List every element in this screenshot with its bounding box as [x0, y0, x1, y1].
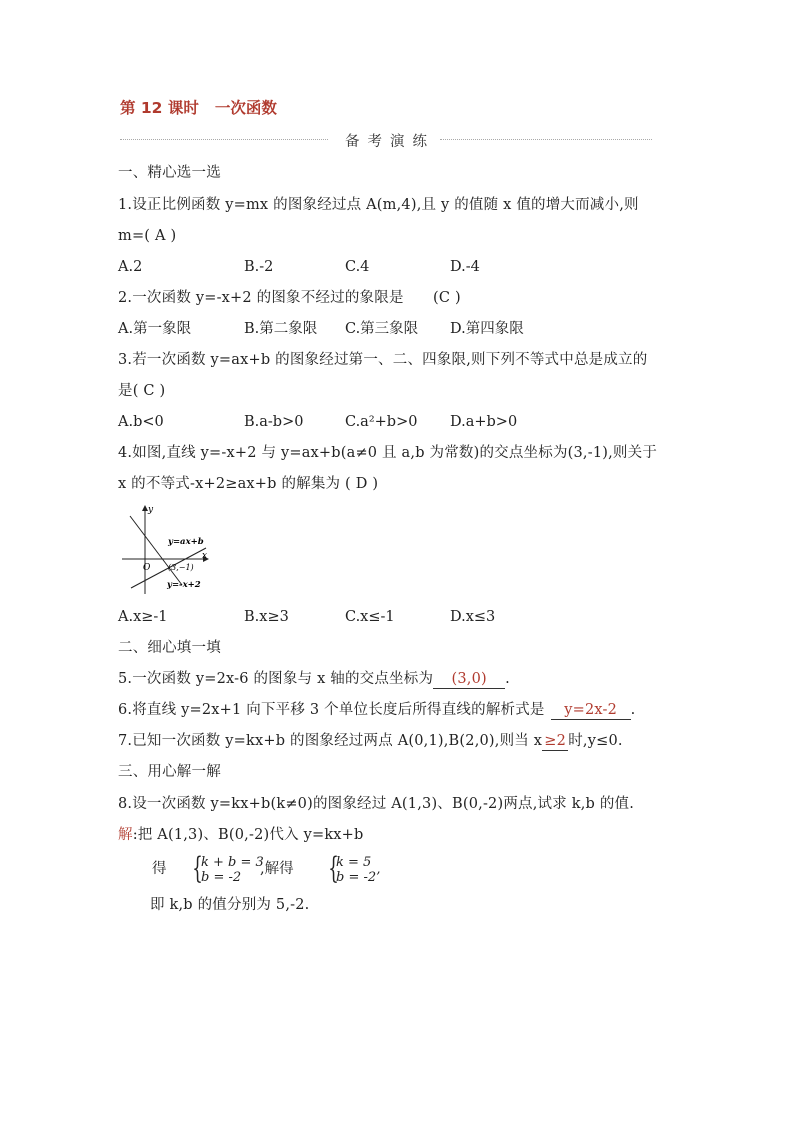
q4-option-a: A.x≥-1	[118, 609, 168, 625]
q8-text: 8.设一次函数 y=kx+b(k≠0)的图象经过 A(1,3)、B(0,-2)两点,试求 k,b 的值.	[118, 796, 635, 812]
q3-text-line2: 是( C )	[118, 383, 166, 399]
q4-option-c: C.x≤-1	[345, 609, 395, 625]
q2-text: 2.一次函数 y=-x+2 的图象不经过的象限是 (C )	[118, 290, 461, 306]
q4-option-b: B.x≥3	[244, 609, 289, 625]
q5-answer-blank: (3,0)	[433, 671, 505, 689]
system1-eq1: k + b = 3	[201, 855, 264, 870]
lesson-topic: 一次函数	[214, 99, 277, 117]
q4-option-d: D.x≤3	[450, 609, 496, 625]
q5-text	[118, 669, 510, 689]
origin-label: O	[143, 563, 151, 573]
section-header	[120, 130, 652, 150]
q3-option-d: D.a+b>0	[450, 414, 518, 430]
y-axis-label: y	[148, 505, 154, 515]
section-header-text: 备考演练	[345, 134, 435, 150]
point-label: (3,−1)	[168, 563, 194, 572]
system1-brace: {	[192, 851, 203, 886]
q6-question: 6.将直线 y=2x+1 向下平移 3 个单位长度后所得直线的解析式是	[118, 702, 545, 718]
q2-option-b: B.第二象限	[244, 321, 318, 337]
q6-end: .	[630, 702, 636, 718]
solution-jiede: ,解得	[260, 861, 294, 877]
x-axis-label: x	[202, 551, 208, 561]
solution-substitution: :把 A(1,3)、B(0,-2)代入 y=kx+b	[132, 827, 364, 843]
q4-text-line2: x 的不等式-x+2≥ax+b 的解集为 ( D )	[118, 476, 379, 492]
q3-text-line1: 3.若一次函数 y=ax+b 的图象经过第一、二、四象限,则下列不等式中总是成立的	[118, 352, 648, 368]
q5-end: .	[505, 671, 510, 687]
q4-graph-figure	[118, 502, 218, 598]
divider-right	[440, 139, 652, 140]
system2-brace: {	[328, 851, 339, 886]
q7-question: 7.已知一次函数 y=kx+b 的图象经过两点 A(0,1),B(2,0),则当 x	[118, 733, 543, 749]
system1-eq2: b = -2	[201, 870, 242, 885]
solution-label: 解	[118, 827, 133, 843]
q3-option-c: C.a²+b>0	[345, 414, 418, 430]
solution-conclusion: 即 k,b 的值分别为 5,-2.	[150, 897, 310, 913]
part2-heading: 二、细心填一填	[118, 640, 221, 656]
q1-text-line1: 1.设正比例函数 y=mx 的图象经过点 A(m,4),且 y 的值随 x 值的增大而减小,则	[118, 197, 639, 213]
q2-option-d: D.第四象限	[450, 321, 524, 337]
q1-option-c: C.4	[345, 259, 370, 275]
part1-heading: 一、精心选一选	[118, 165, 221, 181]
system2-eq1: k = 5	[336, 855, 372, 870]
q2-option-a: A.第一象限	[118, 321, 192, 337]
solution-de: 得	[152, 861, 167, 877]
part3-heading: 三、用心解一解	[118, 764, 221, 780]
q6-answer-blank: y=2x-2	[551, 702, 631, 720]
q3-option-b: B.a-b>0	[244, 414, 304, 430]
q6-text	[118, 700, 635, 720]
system2-eq2: b = -2’	[336, 870, 381, 885]
q1-option-a: A.2	[118, 259, 143, 275]
lesson-number: 第 12 课时	[120, 99, 199, 117]
q1-option-b: B.-2	[244, 259, 274, 275]
q7-text	[118, 731, 623, 751]
line2-label: y=-x+2	[167, 580, 201, 590]
q4-text-line1: 4.如图,直线 y=-x+2 与 y=ax+b(a≠0 且 a,b 为常数)的交点坐标为(3,-1),则关于	[118, 445, 658, 461]
lesson-title	[120, 96, 277, 118]
q1-text-line2: m=( A )	[118, 228, 177, 244]
q1-option-d: D.-4	[450, 259, 480, 275]
divider-left	[120, 139, 328, 140]
q8-solution-line1	[118, 825, 364, 845]
q7-end: 时,y≤0.	[568, 733, 623, 749]
line1-label: y=ax+b	[168, 537, 204, 547]
q5-question: 5.一次函数 y=2x-6 的图象与 x 轴的交点坐标为	[118, 671, 434, 687]
q3-option-a: A.b<0	[118, 414, 164, 430]
q2-option-c: C.第三象限	[345, 321, 419, 337]
q7-answer-blank: ≥2	[542, 733, 568, 751]
